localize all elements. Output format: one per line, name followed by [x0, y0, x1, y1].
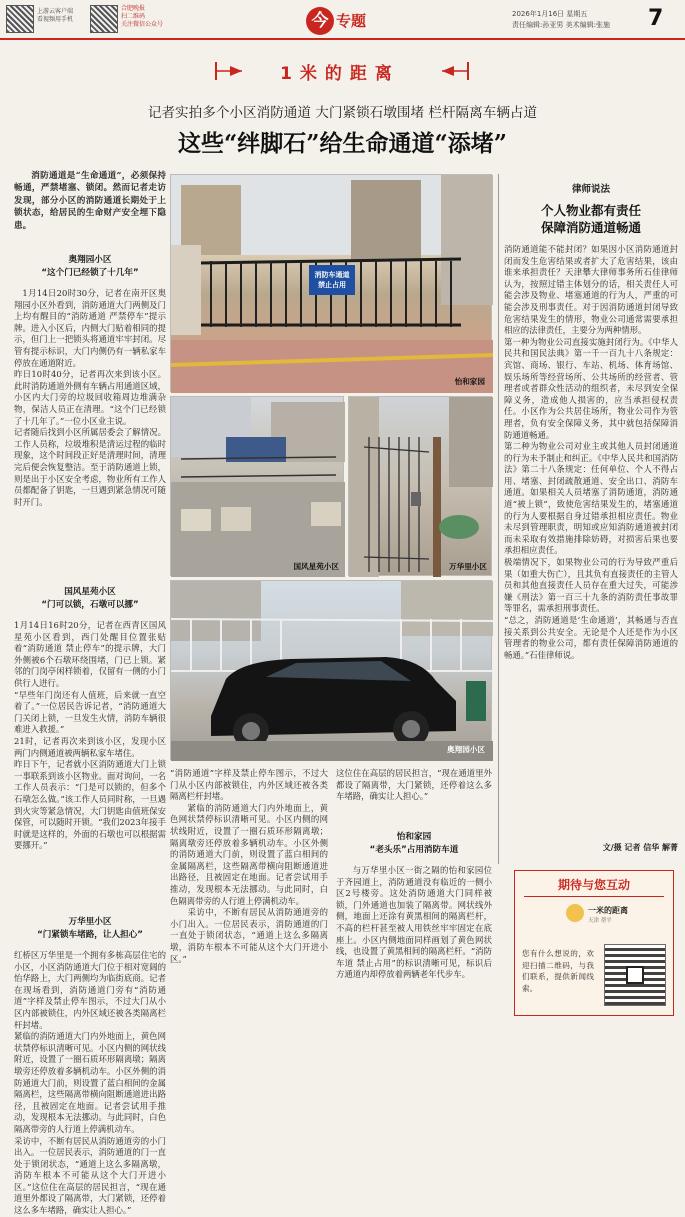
photo-yihe-gate — [170, 174, 492, 392]
photo-aoxiang-car — [170, 580, 492, 760]
promo-qr-center-icon — [626, 966, 644, 984]
page-number: 7 — [648, 6, 664, 31]
photo-guofeng-caption: 国风星苑小区 — [293, 562, 339, 571]
section-3-name: 万华里小区 — [68, 917, 112, 927]
section-3-title: “门紧锁车堵路，让人担心” — [37, 930, 143, 940]
promo-title: 期待与您互动 — [557, 878, 630, 892]
photo-yihe-caption: 怡和家园 — [454, 377, 485, 386]
section-4-title: “老头乐”占用消防车道 — [369, 845, 459, 855]
section-1-name: 奥翔园小区 — [68, 255, 112, 265]
sidebar-label: 律师说法 — [571, 184, 610, 195]
sidebar-title: 个人物业都有责任 保障消防通道畅通 — [540, 203, 641, 235]
promo-divider — [524, 896, 664, 897]
promo-logo-sun-icon — [566, 904, 584, 922]
section-4-body: 与万华里小区一街之隔的怡和家园位于齐园道上，消防通道没有临近的一侧小区2号楼旁。这处消防通道大门同样被锁，门外通道也加装了隔离带。网状线外侧，地面上还涂有黄黑相间的隔离栏杆，不高的栏杆甚至被人用铁丝牢牢固定在底座上。小区内侧地面同样画划了黄色网状线，也设置了黄黑相间的隔离栏杆。“消防车道 禁止占用”的标识清晰可见，标识后方通道内却停放着两辆老年代步车。 — [336, 865, 492, 980]
promo-body: 您有什么想说的，欢迎扫描二维码，与我们联系，提供新闻线索。 — [522, 949, 594, 993]
promo-logo-sub: 天津 帮平 — [588, 918, 612, 924]
section-3-body-part1: 红桥区万华里是一个拥有多栋高层住宅的小区，小区消防通道大门位于相对宽阔的怡华路上，大门两侧均为临街底商。记者在现场看到，消防通道门旁有“消防通道”字样及禁止停车图示，不过大门从小区内部被锁住，内外区域还被各类隔离栏杆封堵。 紧临的消防通道大门内外地面上，黄色网状禁停标识清晰可见。小区内侧的网状线附近，设置了一圈石质环形隔离墩；隔离墩旁还停放着多辆机动车。小区外侧的消防通道大门前，则设置了蓝白相间的金属隔离栏，这些隔离带横向阻断通道进出路径，且被固定在地面。记者尝试用手推动，发现根本无法挪动。与此同时，白色隔离带旁的人行道上停满机动车。 采访中，不断有居民从消防通道旁的小门出入。一位居民表示，消防通道的门一直处于锁闭状态，“通道上这么多隔离墩，消防车根本不可能从这个大门开进小区。”这位住在高层的居民担言，“现在通道里外都设了隔离带，大门紧锁，还停着这么多车堵路，确实让人担心。” — [14, 950, 166, 1216]
masthead-rule — [0, 38, 685, 40]
photo-wanhuali-gate — [348, 396, 492, 576]
promo-logo-text: 一米的距离 — [588, 906, 628, 915]
fire-lane-sign: 消防车通道 禁止占用 — [309, 265, 355, 295]
section-2-title: “门可以锁，石墩可以挪” — [41, 600, 139, 610]
qr-label-left: 上游云客户端 看视频用手机 — [37, 8, 74, 23]
qr-code-right — [90, 5, 118, 33]
section-4-name: 怡和家园 — [396, 832, 432, 842]
issue-date: 2026年1月16日 星期五 — [512, 10, 588, 18]
photo-guofeng-stones — [170, 396, 344, 576]
section-3-body-continued: “消防通道”字样及禁止停车图示，不过大门从小区内部被锁住，内外区域还被各类隔离栏杆封堵。 紧临的消防通道大门内外地面上，黄色网状禁停标识清晰可见。小区内侧的网状线附近，设置了一圈石质环形隔离墩；隔离墩旁还停放着多辆机动车。小区外侧的消防通道大门前，则设置了蓝白相间的金属隔离栏，这些隔离带横向阻断通道进出路径，且被固定在地面。记者尝试用手推动，发现根本无法挪动。与此同时，白色隔离带旁的人行道上停满机动车。 采访中，不断有居民从消防通道旁的小门出入。一位居民表示，消防通道的门一直处于锁闭状态，“通道上这么多隔离墩，消防车根本不可能从这个大门开进小区。” — [170, 768, 328, 964]
section-2-name: 国风星苑小区 — [64, 587, 116, 597]
photo-aoxiang-caption: 奥翔园小区 — [447, 745, 485, 754]
parked-car-illustration — [171, 581, 493, 761]
headline-kicker: 记者实拍多个小区消防通道 大门紧锁石墩围堵 栏杆隔离车辆占道 — [147, 105, 538, 121]
section-3-quote: 这位住在高层的居民担言，“现在通道里外都设了隔离带，大门紧锁，还停着这么多车堵路，确实让人担心。” — [336, 768, 492, 802]
qr-code-left — [6, 5, 34, 33]
sidebar-divider — [498, 174, 499, 864]
section-title: 专题 — [336, 12, 367, 30]
section-2-body: 1月14日16时20分，记者在西青区国风星苑小区看到，西门处醒目位置张贴着“消防通道 禁止停车”的提示牌，大门外侧被6个石墩环绕围堵，门已上锁。紧邻的门岗亭闲样锁着，仅留有一侧的小门供行人进行。 “早些年门岗还有人值班，后来就一直空着了。”一位居民告诉记者，“消防通道大门关闭上锁，一旦发生火情，消防车辆很难进入救援。” 21时，记者再次来到该小区，发现小区两门内侧通道被两辆私家车堵住。 昨日下午，记者就小区消防通道大门上锁一事联系到该小区物业。面对询问，一名工作人员表示：“门是可以锁的，但多个石墩怎么做。”该工作人员同时称，一旦遇到火灾等紧急情况，大门钥匙由值班保安保管，可以随时开锁。“我们2023年接手时就是这样的，外面的石墩也可以根据需要挪开。” — [14, 620, 166, 851]
photo-wanhuali-caption: 万华里小区 — [449, 562, 487, 571]
section-1-title: “这个门已经锁了十几年” — [41, 268, 139, 278]
lead-paragraph — [14, 170, 166, 244]
section-1-body: 1月14日20时30分，记者在南开区奥翔园小区外看到，消防通道大门两侧及门上均有醒目的“消防通道 严禁停车”提示牌。进入小区后，内侧大门贴着相同的提示，但门上一把锁头将通道牢牢封闭。尽管有提示标识，大门内侧仍有一辆私家车停放在通道附近。 昨日10时40分，记者再次来到该小区。此时消防通道外侧有车辆占用通道区域，小区内大门旁的垃圾回收箱周边堆满杂物，保洁人员正在清理。“这个门已经锁了十几年了。”一位小区业主说。 记者随后找到小区所属居委会了解情况。工作人员称，垃圾堆积是清运过程的临时现象，这个时间段正好是清理时间，清理完后便会恢复整洁。至于消防通道上锁，则是出于小区安全考虑，物业所有工作人员都配备了钥匙，一旦遇到紧急情况可随时开门。 — [14, 288, 166, 507]
sidebar-byline: 文/摄 记者 信华 解菁 — [602, 843, 678, 852]
sidebar-body: 消防通道能不能封闭？如果因小区消防通道封闭而发生危害结果或者扩大了危害结果，该由谁来承担责任？天津攀大律师事务所石佳律师认为，按照过错主体划分的话，相关责任人可能会涉及物业、堵塞通道的行为人，严重的可能会涉及刑事责任。对于因消防通道封闭导致危害结果发生的情形，物业公司通常需要承担相应的法律责任，主要分为两种情形。 第一种为物业公司直接实施封闭行为。《中华人民共和国民法典》第一千一百九十八条规定：宾馆、商场、银行、车站、机场、体育场馆、娱乐场所等经营场所、公共场所的经营者、管理者或者群众性活动的组织者，未尽到安全保障义务，造成他人损害的，应当承担侵权责任。小区作为公共居住场所，物业公司作为管理者，负有安全保障义务，其中就包括保障消防通道畅通。 第二种为物业公司对业主或其他人员封闭通道的行为未予制止和纠正。《中华人民共和国消防法》第二十八条规定：任何单位、个人不得占用、堵塞、封闭疏散通道、安全出口、消防车通道。如果相关人员堵塞了消防通道，消防通道“被上锁”，致使危害结果发生的，堵塞通道的行为人要根据自身过错承担相应责任。物业未尽到管理职责，明知或应知消防通道被封闭而未采取有效措施排除妨碍，对损害后果也要承担相应责任。 极端情况下，如果物业公司的行为导致严重后果（如重大伤亡），且其负有直接责任的主管人员和其他直接责任人员存在重大过失，可能涉嫌《刑法》第一百三十九条的消防责任事故罪等罪名，需承担刑事责任。 “总之，消防通道是‘生命通道’，其畅通与否直接关系到公共安全。无论是个人还是作为小区管理者的物业公司，都有责任保障消防通道的畅通。”石佳律师说。 — [504, 244, 678, 660]
headline-title: 这些“绊脚石”给生命通道“添堵” — [178, 130, 507, 157]
paper-logo-icon: 今 — [306, 7, 334, 35]
lead-text: 消防通道是“生命通道”，必须保持畅通，严禁堵塞、锁闭。然而记者走访发现，部分小区的消防通道长期处于上锁状态，给居民的生命财产安全埋下隐患。 — [14, 171, 166, 231]
stones-illustration — [171, 397, 345, 577]
locked-gate-illustration — [349, 397, 493, 577]
editor-credits: 责任编辑:孙亚男 美术编辑:张施 — [512, 21, 610, 29]
column-label: 1米的距离 — [280, 64, 400, 84]
qr-label-right: 合肥晚报 扫二维码 关注微信公众号 — [121, 5, 164, 28]
